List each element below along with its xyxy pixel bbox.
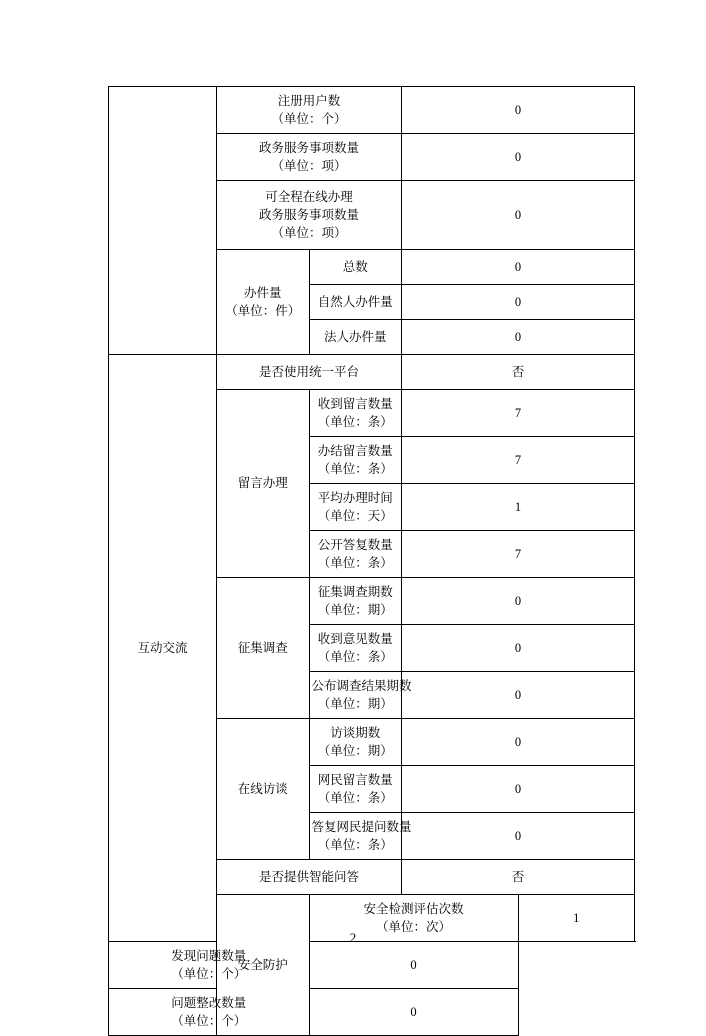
value-netizen-messages: 0 [402,766,635,813]
item-cell-online-interview: 在线访谈 [217,719,310,860]
sub-item-legal-person: 法人办件量 [309,320,402,355]
category-cell-top [109,87,217,355]
value-messages-received: 7 [402,390,635,437]
value-handled-legal-person: 0 [402,320,635,355]
page-number: 2 [349,930,357,945]
report-table [108,86,635,1036]
sub-item-netizen-replies: 答复网民提问数量 （单位：条） [309,813,402,860]
item-cell-registered-users: 注册用户数 （单位：个） [217,87,402,134]
item-cell-smart-qa: 是否提供智能问答 [217,860,402,895]
item-cell-survey: 征集调查 [217,578,310,719]
value-interview-count: 0 [402,719,635,766]
table-row [109,942,635,989]
value-messages-completed: 7 [402,437,635,484]
value-security-assessments: 1 [518,895,635,942]
value-public-replies: 7 [402,531,635,578]
value-handled-total: 0 [402,250,635,285]
category-cell-interaction: 互动交流 [109,355,217,942]
sub-item-opinions-received: 收到意见数量 （单位：条） [309,625,402,672]
sub-item-messages-completed: 办结留言数量 （单位：条） [309,437,402,484]
item-cell-issues-found: 发现问题数量 （单位：个） [109,942,310,989]
sub-item-survey-results-published: 公布调查结果期数 （单位：期） [309,672,402,719]
sub-item-average-handling-time: 平均办理时间 （单位：天） [309,484,402,531]
sub-item-public-replies: 公开答复数量 （单位：条） [309,531,402,578]
item-cell-security-assessments: 安全检测评估次数 （单位：次） [309,895,518,942]
item-cell-unified-platform: 是否使用统一平台 [217,355,402,390]
sub-item-netizen-messages: 网民留言数量 （单位：条） [309,766,402,813]
value-issues-found: 0 [309,942,518,989]
sub-item-messages-received: 收到留言数量 （单位：条） [309,390,402,437]
value-issues-fixed: 0 [309,989,518,1036]
item-cell-service-items: 政务服务事项数量 （单位：项） [217,134,402,181]
value-opinions-received: 0 [402,625,635,672]
category-cell-security: 安全防护 [217,895,310,1036]
value-online-service-items: 0 [402,181,635,250]
item-cell-message-handling: 留言办理 [217,390,310,578]
table-row [109,87,635,134]
table-row [109,989,635,1036]
table-row [109,355,635,390]
value-unified-platform: 否 [402,355,635,390]
value-average-handling-time: 1 [402,484,635,531]
sub-item-total: 总数 [309,250,402,285]
value-service-items: 0 [402,134,635,181]
item-cell-issues-fixed: 问题整改数量 （单位：个） [109,989,310,1036]
value-survey-count: 0 [402,578,635,625]
sub-item-interview-count: 访谈期数 （单位：期） [309,719,402,766]
value-handled-natural-person: 0 [402,285,635,320]
value-netizen-replies: 0 [402,813,635,860]
value-survey-results-published: 0 [402,672,635,719]
sub-item-natural-person: 自然人办件量 [309,285,402,320]
sub-item-survey-count: 征集调查期数 （单位：期） [309,578,402,625]
value-smart-qa: 否 [402,860,635,895]
item-cell-handled-volume: 办件量 （单位：件） [217,250,310,355]
government-website-report-table [108,86,619,1036]
item-cell-online-service-items: 可全程在线办理 政务服务事项数量 （单位：项） [217,181,402,250]
value-registered-users: 0 [402,87,635,134]
